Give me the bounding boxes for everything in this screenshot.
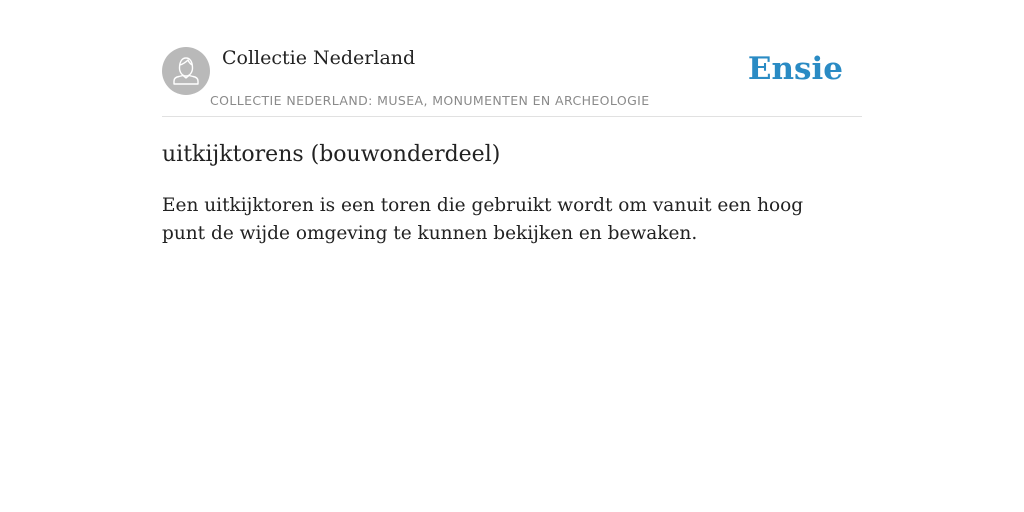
user-silhouette-icon xyxy=(162,47,210,95)
brand-logo[interactable]: Ensie xyxy=(747,51,843,87)
page-title: uitkijktorens (bouwonderdeel) xyxy=(162,142,501,167)
header xyxy=(162,44,862,117)
avatar[interactable] xyxy=(162,47,210,95)
author-subtitle[interactable]: COLLECTIE NEDERLAND: MUSEA, MONUMENTEN EN ARCHEOLOGIE xyxy=(210,93,650,108)
author-name[interactable]: Collectie Nederland xyxy=(222,47,416,69)
definition-text: Een uitkijktoren is een toren die gebruikt wordt om vanuit een hoog punt de wijde omgeving te kunnen bekijken en bewaken. xyxy=(162,195,804,244)
